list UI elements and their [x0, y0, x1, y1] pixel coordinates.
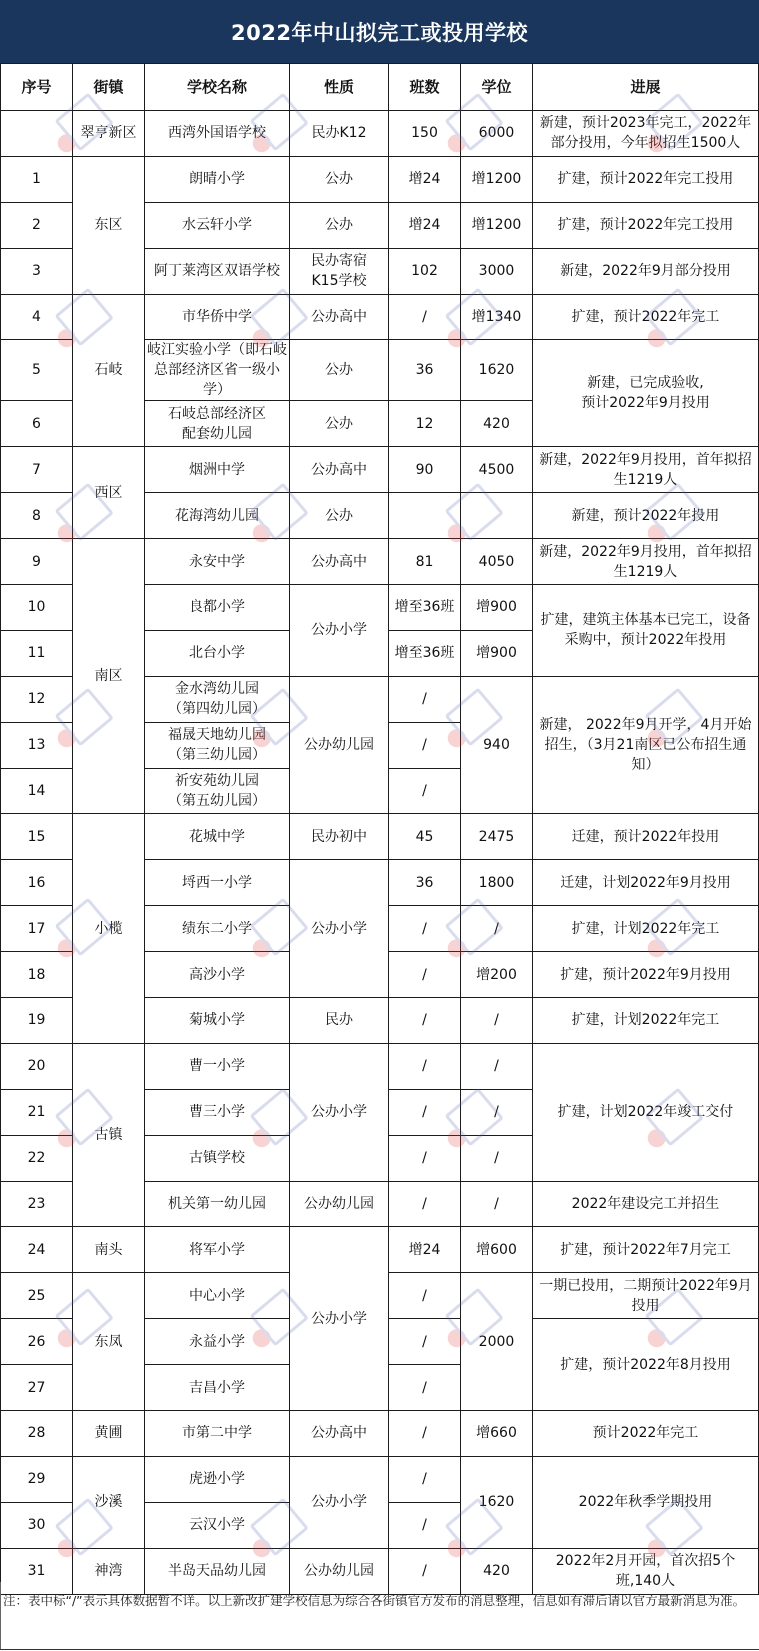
table-row: [1, 1411, 759, 1457]
cell-classes: 增24: [389, 1227, 461, 1273]
cell-classes: 36: [389, 340, 461, 401]
cell-classes: [389, 493, 461, 539]
cell-no: 18: [1, 952, 73, 998]
cell-school: 永益小学: [145, 1319, 290, 1365]
cell-no: 14: [1, 768, 73, 814]
cell-progress: 扩建，预计2022年8月投用: [533, 1319, 759, 1411]
cell-seats: 1620: [461, 1456, 533, 1548]
cell-seats: 940: [461, 676, 533, 814]
cell-no: 30: [1, 1502, 73, 1548]
cell-classes: /: [389, 1456, 461, 1502]
cell-seats: 1620: [461, 340, 533, 401]
cell-type: 公办: [290, 493, 389, 539]
cell-town: 南头: [73, 1227, 145, 1273]
table-row: [1, 1456, 759, 1502]
cell-school: 花海湾幼儿园: [145, 493, 290, 539]
school-line-2: （第四幼儿园）: [168, 701, 266, 718]
cell-school: 阿丁莱湾区双语学校: [145, 248, 290, 294]
cell-progress: 预计2022年完工: [533, 1411, 759, 1457]
cell-no: 16: [1, 860, 73, 906]
cell-school: [145, 676, 290, 722]
cell-type: 民办: [290, 998, 389, 1044]
cell-classes: 增24: [389, 202, 461, 248]
cell-classes: /: [389, 1319, 461, 1365]
cell-town: 东凤: [73, 1273, 145, 1411]
cell-school: 绩东二小学: [145, 906, 290, 952]
cell-seats: /: [461, 1135, 533, 1181]
cell-progress: 新建，预计2022年投用: [533, 493, 759, 539]
cell-type: 公办: [290, 156, 389, 202]
cell-town: 黄圃: [73, 1411, 145, 1457]
cell-no: 1: [1, 156, 73, 202]
cell-seats: 2475: [461, 814, 533, 860]
cell-type: 民办K12: [290, 111, 389, 157]
cell-seats: 增1340: [461, 294, 533, 340]
cell-progress: 新建，2022年9月部分投用: [533, 248, 759, 294]
col-header-school: 学校名称: [145, 64, 290, 111]
bottom-divider: [0, 1649, 759, 1650]
table-row: [1, 111, 759, 157]
table-row: [1, 814, 759, 860]
cell-type: 公办幼儿园: [290, 1548, 389, 1594]
cell-no: 31: [1, 1548, 73, 1594]
cell-type: 公办: [290, 202, 389, 248]
cell-seats: /: [461, 1089, 533, 1135]
cell-no: 24: [1, 1227, 73, 1273]
cell-town: 小榄: [73, 814, 145, 1043]
cell-classes: /: [389, 906, 461, 952]
cell-town: 东区: [73, 156, 145, 294]
col-header-classes: 班数: [389, 64, 461, 111]
cell-type: 公办: [290, 401, 389, 447]
cell-classes: /: [389, 722, 461, 768]
type-line-2: K15学校: [311, 273, 367, 290]
cell-type: 公办: [290, 340, 389, 401]
cell-type: 公办小学: [290, 860, 389, 998]
cell-seats: 420: [461, 401, 533, 447]
col-header-type: 性质: [290, 64, 389, 111]
cell-town: 古镇: [73, 1043, 145, 1227]
cell-no: 28: [1, 1411, 73, 1457]
cell-progress: 2022年建设完工并招生: [533, 1181, 759, 1227]
cell-classes: /: [389, 294, 461, 340]
cell-seats: /: [461, 906, 533, 952]
col-header-progress: 进展: [533, 64, 759, 111]
cell-classes: /: [389, 1043, 461, 1089]
cell-seats: 增660: [461, 1411, 533, 1457]
cell-type: [290, 248, 389, 294]
cell-classes: /: [389, 1502, 461, 1548]
cell-town: 神湾: [73, 1548, 145, 1594]
table-row: [1, 1043, 759, 1089]
cell-progress: [533, 340, 759, 447]
cell-no: 20: [1, 1043, 73, 1089]
cell-classes: /: [389, 952, 461, 998]
cell-type: 公办高中: [290, 539, 389, 585]
cell-classes: 增24: [389, 156, 461, 202]
cell-type: 公办幼儿园: [290, 676, 389, 814]
cell-school: 中心小学: [145, 1273, 290, 1319]
cell-no: 27: [1, 1365, 73, 1411]
cell-no: 26: [1, 1319, 73, 1365]
cell-classes: /: [389, 1089, 461, 1135]
cell-no: 11: [1, 630, 73, 676]
cell-type: 公办小学: [290, 585, 389, 677]
cell-classes: 增至36班: [389, 585, 461, 631]
cell-seats: /: [461, 1181, 533, 1227]
cell-seats: /: [461, 1043, 533, 1089]
cell-progress: 2022年2月开园，首次招5个班,140人: [533, 1548, 759, 1594]
cell-seats: 增1200: [461, 202, 533, 248]
cell-no: 17: [1, 906, 73, 952]
col-header-town: 街镇: [73, 64, 145, 111]
cell-no: 25: [1, 1273, 73, 1319]
cell-seats: 2000: [461, 1273, 533, 1411]
cell-classes: 45: [389, 814, 461, 860]
cell-classes: 36: [389, 860, 461, 906]
cell-classes: 增至36班: [389, 630, 461, 676]
footnote: 注：表中标“/”表示具体数据暂不详。以上新改扩建学校信息为综合各街镇官方发布的消息整理，信息如有滞后请以官方最新消息为准。: [3, 1593, 746, 1608]
cell-seats: /: [461, 998, 533, 1044]
cell-classes: /: [389, 1181, 461, 1227]
cell-town: 石岐: [73, 294, 145, 447]
cell-seats: 增1200: [461, 156, 533, 202]
cell-no: 6: [1, 401, 73, 447]
cell-school: 机关第一幼儿园: [145, 1181, 290, 1227]
cell-town: 沙溪: [73, 1456, 145, 1548]
cell-seats: 增900: [461, 585, 533, 631]
school-line-1: 岐江实验小学（即石岐: [147, 342, 287, 359]
cell-town: 翠亨新区: [73, 111, 145, 157]
cell-school: 水云轩小学: [145, 202, 290, 248]
cell-classes: 102: [389, 248, 461, 294]
cell-progress: 扩建，预计2022年完工: [533, 294, 759, 340]
cell-school: 朗晴小学: [145, 156, 290, 202]
cell-progress: 扩建，建筑主体基本已完工，设备采购中，预计2022年投用: [533, 585, 759, 677]
table-row: [1, 294, 759, 340]
cell-progress: 新建，2022年9月投用，首年拟招生1219人: [533, 539, 759, 585]
cell-seats: 增900: [461, 630, 533, 676]
table-row: [1, 447, 759, 493]
cell-seats: 3000: [461, 248, 533, 294]
table-row: [1, 1227, 759, 1273]
school-line-1: 金水湾幼儿园: [175, 681, 259, 698]
cell-type: 民办初中: [290, 814, 389, 860]
cell-no: 19: [1, 998, 73, 1044]
cell-school: [145, 340, 290, 401]
cell-classes: 90: [389, 447, 461, 493]
cell-no: 4: [1, 294, 73, 340]
cell-classes: /: [389, 1135, 461, 1181]
cell-town: 西区: [73, 447, 145, 539]
cell-school: 菊城小学: [145, 998, 290, 1044]
cell-school: 吉昌小学: [145, 1365, 290, 1411]
cell-school: 高沙小学: [145, 952, 290, 998]
col-header-seats: 学位: [461, 64, 533, 111]
cell-no: 22: [1, 1135, 73, 1181]
cell-progress: 迁建，计划2022年9月投用: [533, 860, 759, 906]
cell-progress: 扩建，预计2022年完工投用: [533, 156, 759, 202]
cell-town: 南区: [73, 539, 145, 814]
cell-type: 公办小学: [290, 1227, 389, 1411]
cell-school: 市华侨中学: [145, 294, 290, 340]
cell-seats: 增600: [461, 1227, 533, 1273]
cell-school: [145, 401, 290, 447]
cell-school: 将军小学: [145, 1227, 290, 1273]
cell-progress: 扩建，计划2022年完工: [533, 998, 759, 1044]
cell-progress: 扩建，预计2022年7月完工: [533, 1227, 759, 1273]
cell-no: [1, 111, 73, 157]
cell-no: 7: [1, 447, 73, 493]
school-line-1: 福晟天地幼儿园: [168, 727, 266, 744]
cell-no: 5: [1, 340, 73, 401]
cell-school: 烟洲中学: [145, 447, 290, 493]
cell-school: 花城中学: [145, 814, 290, 860]
cell-classes: /: [389, 768, 461, 814]
table-row: [1, 156, 759, 202]
cell-school: 埒西一小学: [145, 860, 290, 906]
cell-no: 2: [1, 202, 73, 248]
cell-type: 公办小学: [290, 1456, 389, 1548]
cell-school: 古镇学校: [145, 1135, 290, 1181]
cell-classes: /: [389, 998, 461, 1044]
table-row: [1, 539, 759, 585]
school-line-2: （第五幼儿园）: [168, 793, 266, 810]
cell-school: 曹三小学: [145, 1089, 290, 1135]
cell-no: 3: [1, 248, 73, 294]
cell-school: 半岛天品幼儿园: [145, 1548, 290, 1594]
cell-progress: 新建， 2022年9月开学，4月开始招生，（3月21南区已公布招生通知）: [533, 676, 759, 814]
cell-classes: 81: [389, 539, 461, 585]
table-title: 2022年中山拟完工或投用学校: [0, 0, 759, 63]
school-line-2: （第三幼儿园）: [168, 747, 266, 764]
cell-school: [145, 768, 290, 814]
cell-classes: /: [389, 1548, 461, 1594]
cell-progress: 扩建，计划2022年完工: [533, 906, 759, 952]
cell-progress: 扩建，预计2022年完工投用: [533, 202, 759, 248]
cell-progress: 扩建，计划2022年竣工交付: [533, 1043, 759, 1181]
cell-no: 8: [1, 493, 73, 539]
cell-seats: [461, 493, 533, 539]
cell-seats: 4500: [461, 447, 533, 493]
cell-progress: 新建，预计2023年完工，2022年部分投用，今年拟招生1500人: [533, 111, 759, 157]
cell-type: 公办幼儿园: [290, 1181, 389, 1227]
cell-school: 云汉小学: [145, 1502, 290, 1548]
cell-progress: 扩建，预计2022年9月投用: [533, 952, 759, 998]
cell-seats: 1800: [461, 860, 533, 906]
cell-seats: 增200: [461, 952, 533, 998]
school-line-2: 配套幼儿园: [182, 425, 252, 442]
cell-no: 13: [1, 722, 73, 768]
school-line-2: 总部经济区省一级小学）: [154, 362, 280, 399]
cell-school: 曹一小学: [145, 1043, 290, 1089]
cell-no: 23: [1, 1181, 73, 1227]
cell-seats: 420: [461, 1548, 533, 1594]
cell-school: 永安中学: [145, 539, 290, 585]
progress-line-1: 新建，已完成验收,: [587, 375, 704, 392]
cell-progress: 2022年秋季学期投用: [533, 1456, 759, 1548]
cell-no: 12: [1, 676, 73, 722]
cell-type: 公办高中: [290, 1411, 389, 1457]
cell-progress: 新建，2022年9月投用，首年拟招生1219人: [533, 447, 759, 493]
col-header-no: 序号: [1, 64, 73, 111]
cell-seats: 6000: [461, 111, 533, 157]
cell-no: 21: [1, 1089, 73, 1135]
cell-no: 29: [1, 1456, 73, 1502]
cell-school: 虎逊小学: [145, 1456, 290, 1502]
cell-classes: /: [389, 1365, 461, 1411]
cell-type: 公办高中: [290, 294, 389, 340]
cell-seats: 4050: [461, 539, 533, 585]
header-row: [1, 64, 759, 111]
cell-school: 良都小学: [145, 585, 290, 631]
cell-classes: /: [389, 1411, 461, 1457]
cell-progress: 一期已投用，二期预计2022年9月投用: [533, 1273, 759, 1319]
cell-classes: /: [389, 676, 461, 722]
cell-no: 9: [1, 539, 73, 585]
cell-progress: 迁建，预计2022年投用: [533, 814, 759, 860]
cell-school: 市第二中学: [145, 1411, 290, 1457]
cell-no: 10: [1, 585, 73, 631]
cell-school: [145, 722, 290, 768]
progress-line-2: 预计2022年9月投用: [581, 395, 710, 412]
cell-classes: 12: [389, 401, 461, 447]
type-line-1: 民办寄宿: [311, 253, 367, 270]
schools-table: [0, 63, 759, 1595]
cell-classes: /: [389, 1273, 461, 1319]
school-line-1: 祈安苑幼儿园: [175, 773, 259, 790]
cell-school: 西湾外国语学校: [145, 111, 290, 157]
cell-type: 公办高中: [290, 447, 389, 493]
cell-no: 15: [1, 814, 73, 860]
cell-school: 北台小学: [145, 630, 290, 676]
school-line-1: 石岐总部经济区: [168, 405, 266, 422]
cell-classes: 150: [389, 111, 461, 157]
cell-type: 公办小学: [290, 1043, 389, 1181]
